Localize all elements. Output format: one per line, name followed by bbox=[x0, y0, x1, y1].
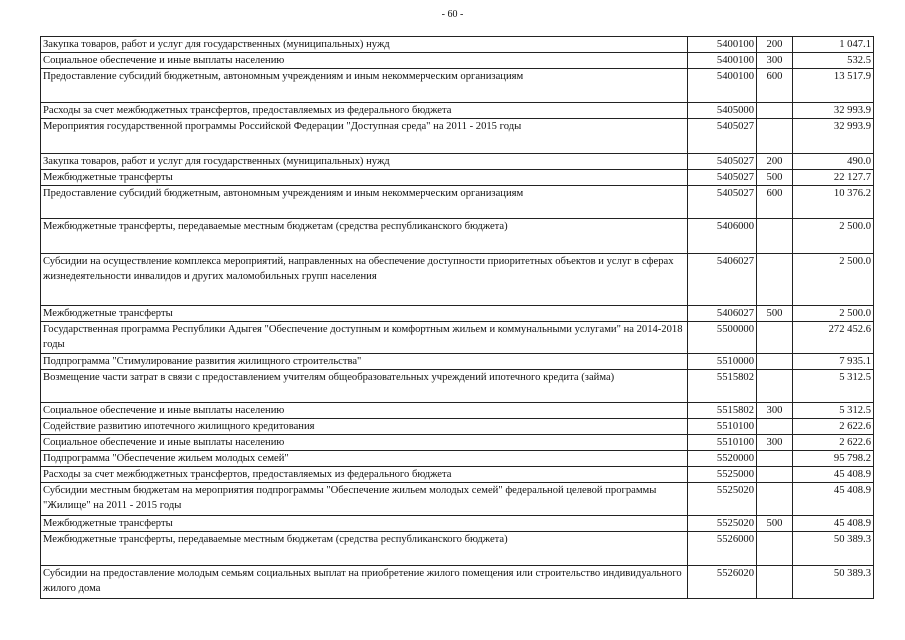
table-row bbox=[41, 219, 874, 254]
row-name: Социальное обеспечение и иные выплаты населению bbox=[41, 435, 688, 451]
row-name: Расходы за счет межбюджетных трансфертов, предоставляемых из федерального бюджета bbox=[41, 467, 688, 483]
row-code: 5526020 bbox=[688, 566, 757, 599]
row-sum: 2 500.0 bbox=[793, 306, 874, 322]
row-name: Межбюджетные трансферты, передаваемые местным бюджетам (средства республиканского бюджета) bbox=[41, 532, 688, 566]
table-row bbox=[41, 566, 874, 599]
row-name: Мероприятия государственной программы Российской Федерации "Доступная среда" на 2011 - 2015 годы bbox=[41, 119, 688, 154]
row-sum: 95 798.2 bbox=[793, 451, 874, 467]
row-sum: 5 312.5 bbox=[793, 403, 874, 419]
row-sum: 10 376.2 bbox=[793, 186, 874, 219]
table-row bbox=[41, 69, 874, 103]
page-number: - 60 - bbox=[441, 9, 464, 20]
table-row bbox=[41, 154, 874, 170]
row-name: Подпрограмма "Обеспечение жильем молодых семей" bbox=[41, 451, 688, 467]
table-row bbox=[41, 254, 874, 306]
row-code: 5510000 bbox=[688, 354, 757, 370]
row-vr bbox=[757, 354, 793, 370]
table-row bbox=[41, 186, 874, 219]
row-sum: 7 935.1 bbox=[793, 354, 874, 370]
row-code: 5525020 bbox=[688, 483, 757, 516]
row-sum: 2 500.0 bbox=[793, 254, 874, 306]
row-vr bbox=[757, 322, 793, 354]
row-code: 5405027 bbox=[688, 186, 757, 219]
table-row bbox=[41, 370, 874, 403]
row-vr bbox=[757, 467, 793, 483]
row-code: 5405027 bbox=[688, 154, 757, 170]
row-sum: 50 389.3 bbox=[793, 532, 874, 566]
row-vr: 300 bbox=[757, 403, 793, 419]
row-vr bbox=[757, 119, 793, 154]
row-name: Закупка товаров, работ и услуг для государственных (муниципальных) нужд bbox=[41, 37, 688, 53]
row-sum: 532.5 bbox=[793, 53, 874, 69]
row-code: 5405000 bbox=[688, 103, 757, 119]
row-code: 5400100 bbox=[688, 37, 757, 53]
row-vr: 300 bbox=[757, 53, 793, 69]
row-code: 5500000 bbox=[688, 322, 757, 354]
row-code: 5515802 bbox=[688, 370, 757, 403]
row-vr bbox=[757, 483, 793, 516]
row-name: Субсидии местным бюджетам на мероприятия подпрограммы "Обеспечение жильем молодых семей" федеральной целевой программы "Жилище" на 2011 - 2015 годы bbox=[41, 483, 688, 516]
row-sum: 5 312.5 bbox=[793, 370, 874, 403]
row-sum: 13 517.9 bbox=[793, 69, 874, 103]
row-sum: 50 389.3 bbox=[793, 566, 874, 599]
table-row bbox=[41, 103, 874, 119]
row-name: Закупка товаров, работ и услуг для государственных (муниципальных) нужд bbox=[41, 154, 688, 170]
row-code: 5510100 bbox=[688, 435, 757, 451]
row-vr bbox=[757, 254, 793, 306]
row-name: Субсидии на предоставление молодым семьям социальных выплат на приобретение жилого помещения или строительство индивидуального жилого дома bbox=[41, 566, 688, 599]
row-sum: 2 622.6 bbox=[793, 435, 874, 451]
row-code: 5525000 bbox=[688, 467, 757, 483]
row-code: 5406027 bbox=[688, 254, 757, 306]
row-code: 5405027 bbox=[688, 170, 757, 186]
row-name: Межбюджетные трансферты bbox=[41, 516, 688, 532]
row-vr: 600 bbox=[757, 69, 793, 103]
budget-table-body bbox=[41, 37, 874, 599]
row-code: 5510100 bbox=[688, 419, 757, 435]
row-code: 5405027 bbox=[688, 119, 757, 154]
row-vr: 200 bbox=[757, 154, 793, 170]
table-row bbox=[41, 119, 874, 154]
row-code: 5520000 bbox=[688, 451, 757, 467]
row-sum: 32 993.9 bbox=[793, 119, 874, 154]
row-vr bbox=[757, 419, 793, 435]
row-name: Подпрограмма "Стимулирование развития жилищного строительства" bbox=[41, 354, 688, 370]
row-vr bbox=[757, 103, 793, 119]
row-vr bbox=[757, 370, 793, 403]
table-row bbox=[41, 419, 874, 435]
table-row bbox=[41, 37, 874, 53]
table-row bbox=[41, 467, 874, 483]
row-vr bbox=[757, 532, 793, 566]
row-vr bbox=[757, 566, 793, 599]
row-vr: 300 bbox=[757, 435, 793, 451]
row-sum: 45 408.9 bbox=[793, 516, 874, 532]
row-name: Социальное обеспечение и иные выплаты населению bbox=[41, 53, 688, 69]
row-vr: 500 bbox=[757, 170, 793, 186]
row-name: Содействие развитию ипотечного жилищного кредитования bbox=[41, 419, 688, 435]
row-vr: 600 bbox=[757, 186, 793, 219]
row-vr bbox=[757, 219, 793, 254]
row-name: Расходы за счет межбюджетных трансфертов, предоставляемых из федерального бюджета bbox=[41, 103, 688, 119]
row-name: Межбюджетные трансферты bbox=[41, 170, 688, 186]
table-row bbox=[41, 516, 874, 532]
table-row bbox=[41, 322, 874, 354]
row-vr bbox=[757, 451, 793, 467]
table-row bbox=[41, 403, 874, 419]
row-code: 5406000 bbox=[688, 219, 757, 254]
row-sum: 32 993.9 bbox=[793, 103, 874, 119]
row-name: Субсидии на осуществление комплекса мероприятий, направленных на обеспечение доступности приоритетных объектов и услуг в сферах жизнедеятельности инвалидов и других маломобильных групп населения bbox=[41, 254, 688, 306]
row-vr: 500 bbox=[757, 306, 793, 322]
row-code: 5400100 bbox=[688, 53, 757, 69]
table-row bbox=[41, 435, 874, 451]
row-code: 5526000 bbox=[688, 532, 757, 566]
row-vr: 500 bbox=[757, 516, 793, 532]
row-sum: 1 047.1 bbox=[793, 37, 874, 53]
table-row bbox=[41, 451, 874, 467]
row-sum: 45 408.9 bbox=[793, 467, 874, 483]
table-row bbox=[41, 354, 874, 370]
row-sum: 490.0 bbox=[793, 154, 874, 170]
table-row bbox=[41, 532, 874, 566]
row-sum: 2 500.0 bbox=[793, 219, 874, 254]
row-sum: 2 622.6 bbox=[793, 419, 874, 435]
table-row bbox=[41, 53, 874, 69]
row-name: Социальное обеспечение и иные выплаты населению bbox=[41, 403, 688, 419]
table-row bbox=[41, 170, 874, 186]
row-code: 5515802 bbox=[688, 403, 757, 419]
table-row bbox=[41, 483, 874, 516]
table-row bbox=[41, 306, 874, 322]
row-name: Возмещение части затрат в связи с предоставлением учителям общеобразовательных учреждений ипотечного кредита (займа) bbox=[41, 370, 688, 403]
row-code: 5525020 bbox=[688, 516, 757, 532]
row-vr: 200 bbox=[757, 37, 793, 53]
row-code: 5406027 bbox=[688, 306, 757, 322]
row-sum: 22 127.7 bbox=[793, 170, 874, 186]
row-sum: 272 452.6 bbox=[793, 322, 874, 354]
row-name: Межбюджетные трансферты bbox=[41, 306, 688, 322]
row-name: Межбюджетные трансферты, передаваемые местным бюджетам (средства республиканского бюджета) bbox=[41, 219, 688, 254]
row-code: 5400100 bbox=[688, 69, 757, 103]
row-name: Государственная программа Республики Адыгея "Обеспечение доступным и комфортным жильем и коммунальными услугами" на 2014-2018 годы bbox=[41, 322, 688, 354]
row-name: Предоставление субсидий бюджетным, автономным учреждениям и иным некоммерческим организациям bbox=[41, 69, 688, 103]
budget-table bbox=[40, 36, 874, 599]
row-name: Предоставление субсидий бюджетным, автономным учреждениям и иным некоммерческим организациям bbox=[41, 186, 688, 219]
row-sum: 45 408.9 bbox=[793, 483, 874, 516]
